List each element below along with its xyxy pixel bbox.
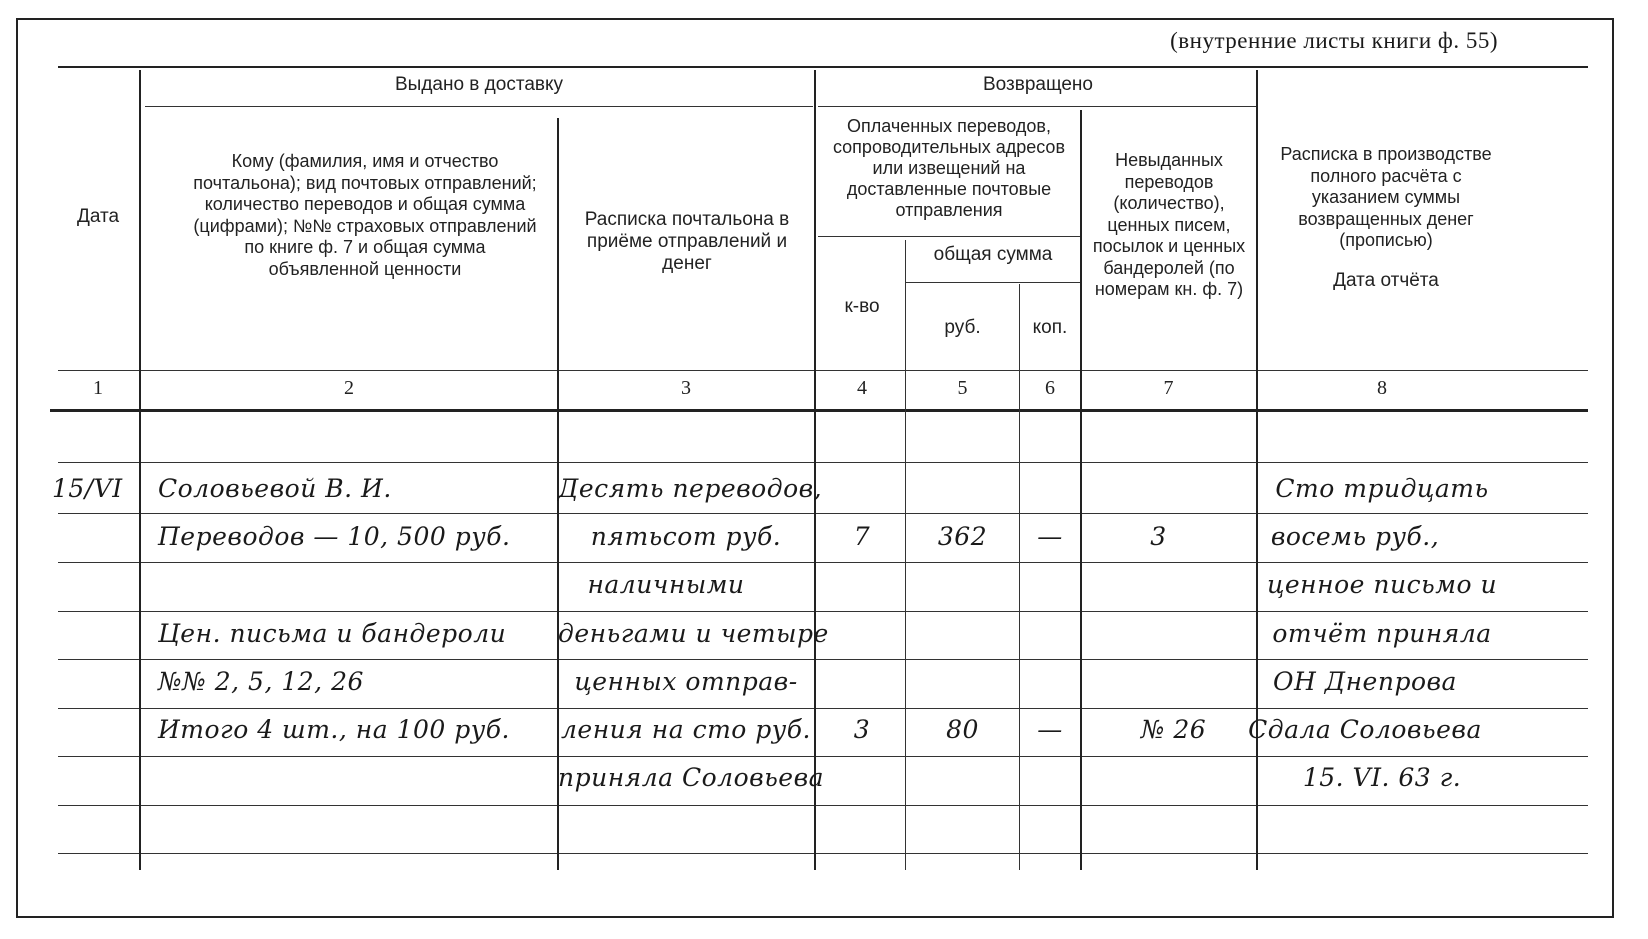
row-rule	[58, 513, 1588, 514]
group-header-rule-right	[818, 106, 1258, 107]
header-date: Дата	[76, 206, 120, 227]
entry-col2-line: Итого 4 шт., на 100 руб.	[158, 715, 510, 744]
col-divider-3	[814, 70, 816, 870]
table-top-rule	[58, 66, 1588, 68]
entry-col8-line: отчёт приняла	[1272, 619, 1492, 648]
row-rule	[58, 611, 1588, 612]
group-header-rule-left	[145, 106, 813, 107]
row-rule	[58, 756, 1588, 757]
header-col3: Расписка почтальона в приёме отправлений и денег	[584, 209, 790, 274]
column-number: 4	[857, 377, 867, 399]
entry-col3-line: деньгами и четыре	[558, 619, 829, 648]
header-paid-group: Оплаченных переводов, сопроводительных адресов или извещений на доставленные почтовые отправления	[832, 116, 1066, 220]
entry-col3-line: Десять переводов,	[558, 474, 823, 503]
column-number: 6	[1045, 377, 1055, 399]
entry-col8-line: ценное письмо и	[1266, 570, 1498, 599]
row-rule	[58, 708, 1588, 709]
header-col5-rub: руб.	[944, 317, 981, 338]
entry-col3-line: ления на сто руб.	[560, 715, 812, 744]
entry-col3-line: ценных отправ-	[574, 667, 798, 696]
column-number: 7	[1163, 377, 1174, 399]
entry-col8-line: Сто тридцать	[1275, 474, 1489, 503]
entry-col8-line: 15. VI. 63 г.	[1302, 763, 1462, 792]
sum-subheader-rule	[906, 282, 1080, 283]
entry-col8-line: восемь руб.,	[1270, 522, 1440, 551]
column-number: 2	[344, 377, 354, 399]
entry-col8-line: ОН Днепрова	[1273, 667, 1457, 696]
column-number: 8	[1377, 377, 1387, 399]
row2-kop: —	[1037, 522, 1063, 551]
header-returned-group: Возвращено	[982, 74, 1093, 95]
col-divider-5	[1019, 284, 1020, 870]
entry-col2-line: №№ 2, 5, 12, 26	[158, 667, 364, 696]
header-col2: Кому (фамилия, имя и отчество почтальона); вид почтовых отправлений; количество переводов и общая сумма (цифрами); №№ страховых отправлений по книге ф. 7 и общая сумма объявленной ценности	[193, 151, 537, 279]
row-rule	[58, 462, 1588, 463]
entry-col3-line: наличными	[587, 570, 745, 599]
header-col8: Расписка в производстве полного расчёта с указанием суммы возвращенных денег (прописью)	[1280, 144, 1492, 250]
paid-subheader-rule	[818, 236, 1080, 237]
col-divider-7	[1256, 70, 1258, 870]
entry-col3-line: пятьсот руб.	[590, 522, 782, 551]
header-col4-qty: к-во	[844, 296, 880, 317]
col-divider-6	[1080, 110, 1082, 870]
row-rule	[58, 562, 1588, 563]
entry-date: 15/VI	[52, 474, 123, 503]
row-rule	[58, 853, 1588, 854]
row-rule	[58, 805, 1588, 806]
column-number: 3	[681, 377, 691, 399]
row6-rub: 80	[946, 715, 979, 744]
entry-col2-line: Переводов — 10, 500 руб.	[158, 522, 511, 551]
entry-col8-line: Сдала Соловьева	[1248, 715, 1482, 744]
numbers-bottom-rule	[50, 409, 1588, 412]
row2-qty: 7	[853, 522, 871, 551]
row6-unissued: № 26	[1140, 715, 1207, 744]
entry-col2-line: Цен. письма и бандероли	[158, 619, 507, 648]
header-total-sum: общая сумма	[933, 244, 1053, 265]
form-title: (внутренние листы книги ф. 55)	[1170, 28, 1498, 53]
row6-qty: 3	[853, 715, 871, 744]
row-rule	[58, 659, 1588, 660]
header-issued-group: Выдано в доставку	[394, 74, 564, 95]
entry-col2-line: Соловьевой В. И.	[158, 474, 392, 503]
column-number: 5	[957, 377, 968, 399]
row6-kop: —	[1037, 715, 1063, 744]
row2-unissued: 3	[1150, 522, 1167, 551]
entry-col3-line: приняла Соловьева	[558, 763, 825, 792]
row2-rub: 362	[937, 522, 988, 551]
header-bottom-rule	[58, 370, 1588, 371]
col-divider-1	[139, 70, 141, 870]
header-col8-report-date: Дата отчёта	[1333, 270, 1439, 291]
column-number: 1	[93, 377, 103, 399]
header-col6-kop: коп.	[1032, 317, 1068, 338]
header-col7: Невыданных переводов (количество), ценных писем, посылок и ценных бандеролей (по номерам кн. ф. 7)	[1092, 150, 1246, 299]
